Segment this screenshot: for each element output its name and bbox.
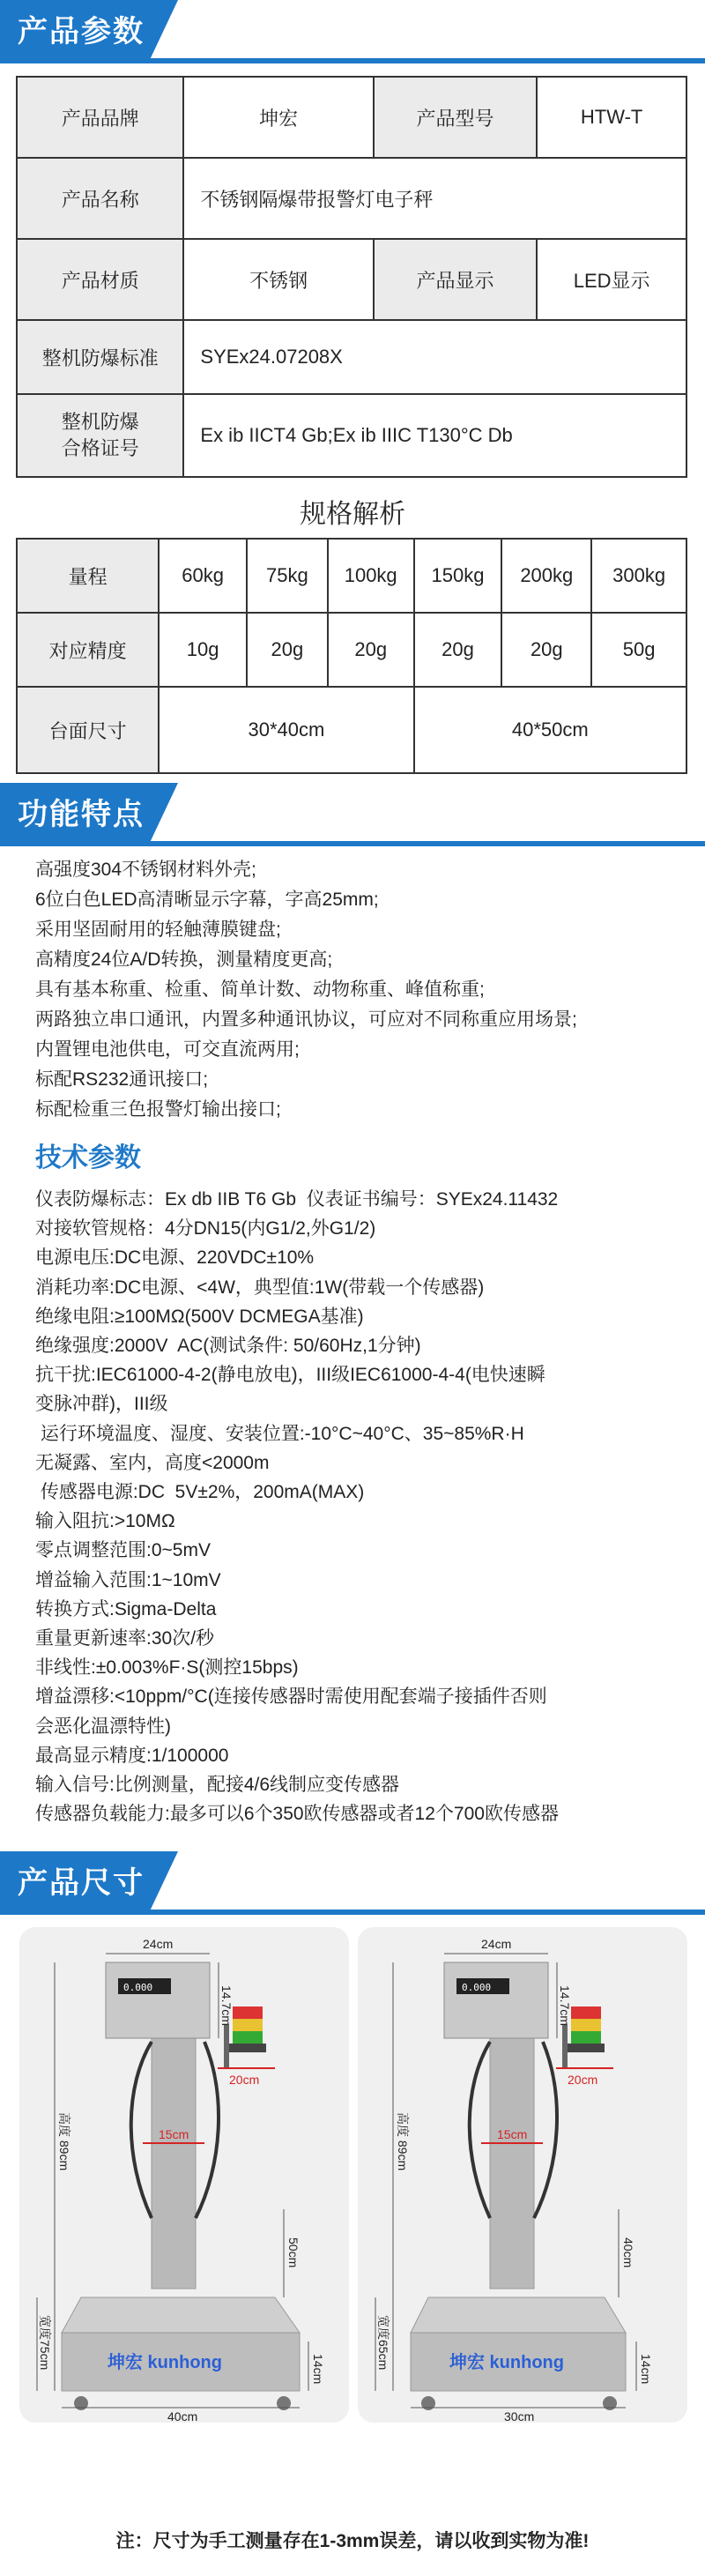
dim-label: 50cm <box>286 2237 301 2268</box>
feature-item: 内置锂电池供电，可交直流两用; <box>35 1039 300 1060</box>
tech-item: 零点调整范围:0~5mV <box>35 1540 211 1561</box>
feature-item: 高精度24位A/D转换，测量精度更高; <box>35 949 333 970</box>
size-section-title: 产品尺寸 <box>0 1851 148 1915</box>
precision-cell: 20g <box>247 613 328 687</box>
tech-item: 消耗功率:DC电源、<4W，典型值:1W(带载一个传感器) <box>35 1277 485 1298</box>
platform-top <box>411 2297 626 2333</box>
product-photo-left <box>19 1927 349 2423</box>
dim-label: 宽度65cm <box>376 2315 390 2371</box>
header-rule <box>0 841 705 846</box>
lamp-red <box>233 2006 263 2019</box>
dim-label: 14cm <box>311 2354 325 2385</box>
range-cell: 300kg <box>591 539 686 613</box>
tech-item: 传感器电源:DC 5V±2%，200mA(MAX) <box>35 1482 365 1503</box>
dim-label: 15cm <box>159 2127 189 2141</box>
tech-item: 抗干扰:IEC61000-4-2(静电放电)，III级IEC61000-4-4(电快速瞬 <box>35 1365 545 1386</box>
range-label: 量程 <box>17 539 159 613</box>
brand-value: 坤宏 <box>183 77 373 158</box>
dim-label: 14.7cm <box>558 1985 572 2026</box>
dim-label: 24cm <box>481 1937 512 1951</box>
dim-label: 14.7cm <box>219 1985 234 2026</box>
tech-item: 会恶化温漂特性) <box>35 1716 171 1737</box>
params-table <box>16 76 687 478</box>
tech-item: 非线性:±0.003%F·S(测控15bps) <box>35 1657 299 1679</box>
cable <box>131 2042 152 2218</box>
spec-title: 规格解析 <box>300 500 405 529</box>
foot <box>421 2396 435 2410</box>
lamp-base <box>568 2044 605 2052</box>
cable <box>534 2042 557 2218</box>
params-row-brand <box>17 77 686 158</box>
brand-label: 坤宏 kunhong <box>108 2353 222 2372</box>
product-photo-right <box>358 1927 687 2423</box>
spec-table <box>16 538 687 774</box>
standard-value: SYEx24.07208X <box>183 320 686 394</box>
tech-item: 变脉冲群)，III级 <box>35 1394 168 1415</box>
lamp-green <box>233 2031 263 2044</box>
params-row-material <box>17 239 686 320</box>
lamp-red <box>571 2006 601 2019</box>
tech-item: 绝缘强度:2000V AC(测试条件: 50/60Hz,1分钟) <box>35 1336 421 1357</box>
range-cell: 60kg <box>159 539 247 613</box>
cable <box>196 2042 219 2218</box>
indicator-box <box>106 1962 210 2038</box>
lamp-base <box>229 2044 266 2052</box>
material-value: 不锈钢 <box>183 239 373 320</box>
tech-item: 最高显示精度:1/100000 <box>35 1745 229 1766</box>
feature-item: 标配检重三色报警灯输出接口; <box>35 1099 281 1120</box>
feature-item: 具有基本称重、检重、简单计数、动物称重、峰值称重; <box>35 979 485 1000</box>
dim-label: 高度 89cm <box>396 2112 410 2171</box>
tech-list <box>35 1185 679 1828</box>
precision-label: 对应精度 <box>17 613 159 687</box>
display-value: LED显示 <box>537 239 686 320</box>
tech-item: 无凝露、室内，高度<2000m <box>35 1452 270 1473</box>
standard-label: 整机防爆标准 <box>17 320 183 394</box>
feature-item: 采用坚固耐用的轻触薄膜键盘; <box>35 919 281 940</box>
lamp-arm <box>562 2024 568 2068</box>
dim-label: 40cm <box>167 2409 198 2423</box>
feature-item: 标配RS232通讯接口; <box>35 1069 209 1090</box>
spec-row-range <box>17 539 686 613</box>
feature-item: 两路独立串口通讯，内置多种通讯协议，可应对不同称重应用场景; <box>35 1009 577 1030</box>
pole-shape <box>152 2033 196 2289</box>
cert-value: Ex ib IICT4 Gb;Ex ib IIIC T130°C Db <box>183 394 686 477</box>
tech-item: 重量更新速率:30次/秒 <box>35 1628 215 1649</box>
foot <box>603 2396 617 2410</box>
tech-item: 对接软管规格：4分DN15(内G1/2,外G1/2) <box>35 1218 376 1240</box>
header-rule <box>0 58 705 63</box>
range-cell: 75kg <box>247 539 328 613</box>
tech-item: 输入阻抗:>10MΩ <box>35 1511 175 1532</box>
range-cell: 100kg <box>328 539 414 613</box>
model-value: HTW-T <box>537 77 686 158</box>
led-digits: 0.000 <box>462 1982 492 1993</box>
scale-illustration-left <box>19 1927 349 2423</box>
params-row-standard <box>17 320 686 394</box>
tech-item: 仪表防爆标志：Ex db IIB T6 Gb 仪表证书编号：SYEx24.11432 <box>35 1189 559 1210</box>
lamp-yellow <box>571 2019 601 2031</box>
indicator-box <box>444 1962 548 2038</box>
brand-label: 坤宏 kunhong <box>449 2353 564 2372</box>
led-digits: 0.000 <box>123 1982 153 1993</box>
dim-label: 高度 89cm <box>57 2112 71 2171</box>
feature-item: 高强度304不锈钢材料外壳; <box>35 860 256 880</box>
dim-label: 20cm <box>229 2073 260 2087</box>
dim-label: 40cm <box>621 2237 635 2268</box>
feature-item: 6位白色LED高清晰显示字幕，字高25mm; <box>35 890 379 910</box>
cert-label-line1: 整机防爆 <box>61 411 139 433</box>
dim-label: 20cm <box>568 2073 598 2087</box>
cable <box>470 2042 490 2218</box>
tech-item: 转换方式:Sigma-Delta <box>35 1598 217 1619</box>
model-label: 产品型号 <box>374 77 538 158</box>
dim-label: 30cm <box>504 2409 535 2423</box>
tech-item: 增益输入范围:1~10mV <box>35 1569 221 1590</box>
params-section-header <box>0 0 705 63</box>
precision-cell: 20g <box>328 613 414 687</box>
precision-cell: 20g <box>501 613 591 687</box>
tech-item: 运行环境温度、湿度、安装位置:-10°C~40°C、35~85%R·H <box>35 1423 524 1444</box>
features-section-header <box>0 783 705 846</box>
dim-label: 宽度75cm <box>38 2315 52 2371</box>
material-label: 产品材质 <box>17 239 183 320</box>
pole-shape <box>490 2033 534 2289</box>
platform-top <box>62 2297 300 2333</box>
foot <box>74 2396 88 2410</box>
size-section-header <box>0 1851 705 1915</box>
params-row-cert <box>17 394 686 477</box>
tech-item: 输入信号:比例测量，配接4/6线制应变传感器 <box>35 1775 400 1796</box>
tech-item: 增益漂移:<10ppm/°C(连接传感器时需使用配套端子接插件否则 <box>35 1686 547 1708</box>
params-section-title: 产品参数 <box>0 0 148 63</box>
cert-label-line2: 合格证号 <box>61 437 139 459</box>
cert-label <box>17 394 183 477</box>
range-cell: 200kg <box>501 539 591 613</box>
tech-item: 传感器负载能力:最多可以6个350欧传感器或者12个700欧传感器 <box>35 1804 559 1825</box>
precision-cell: 10g <box>159 613 247 687</box>
brand-label: 产品品牌 <box>17 77 183 158</box>
size-note: 注：尺寸为手工测量存在1-3mm误差，请以收到实物为准! <box>115 2531 590 2551</box>
platform-b: 40*50cm <box>414 687 686 773</box>
lamp-yellow <box>233 2019 263 2031</box>
features-list <box>35 855 687 1125</box>
header-rule <box>0 1910 705 1915</box>
foot <box>277 2396 291 2410</box>
dim-label: 24cm <box>143 1937 174 1951</box>
platform-label: 台面尺寸 <box>17 687 159 773</box>
display-label: 产品显示 <box>374 239 538 320</box>
spec-row-platform <box>17 687 686 773</box>
precision-cell: 20g <box>414 613 502 687</box>
scale-illustration-right <box>358 1927 687 2423</box>
lamp-arm <box>224 2024 229 2068</box>
dim-label: 15cm <box>497 2127 528 2141</box>
name-value: 不锈钢隔爆带报警灯电子秤 <box>183 158 686 239</box>
dim-label: 14cm <box>639 2354 653 2385</box>
tech-item: 电源电压:DC电源、220VDC±10% <box>35 1247 315 1269</box>
spec-row-precision <box>17 613 686 687</box>
tech-item: 绝缘电阻:≥100MΩ(500V DCMEGA基准) <box>35 1306 364 1327</box>
lamp-green <box>571 2031 601 2044</box>
precision-cell: 50g <box>591 613 686 687</box>
features-section-title: 功能特点 <box>0 783 148 846</box>
range-cell: 150kg <box>414 539 502 613</box>
name-label: 产品名称 <box>17 158 183 239</box>
params-row-name <box>17 158 686 239</box>
platform-a: 30*40cm <box>159 687 413 773</box>
tech-title: 技术参数 <box>35 1143 141 1173</box>
